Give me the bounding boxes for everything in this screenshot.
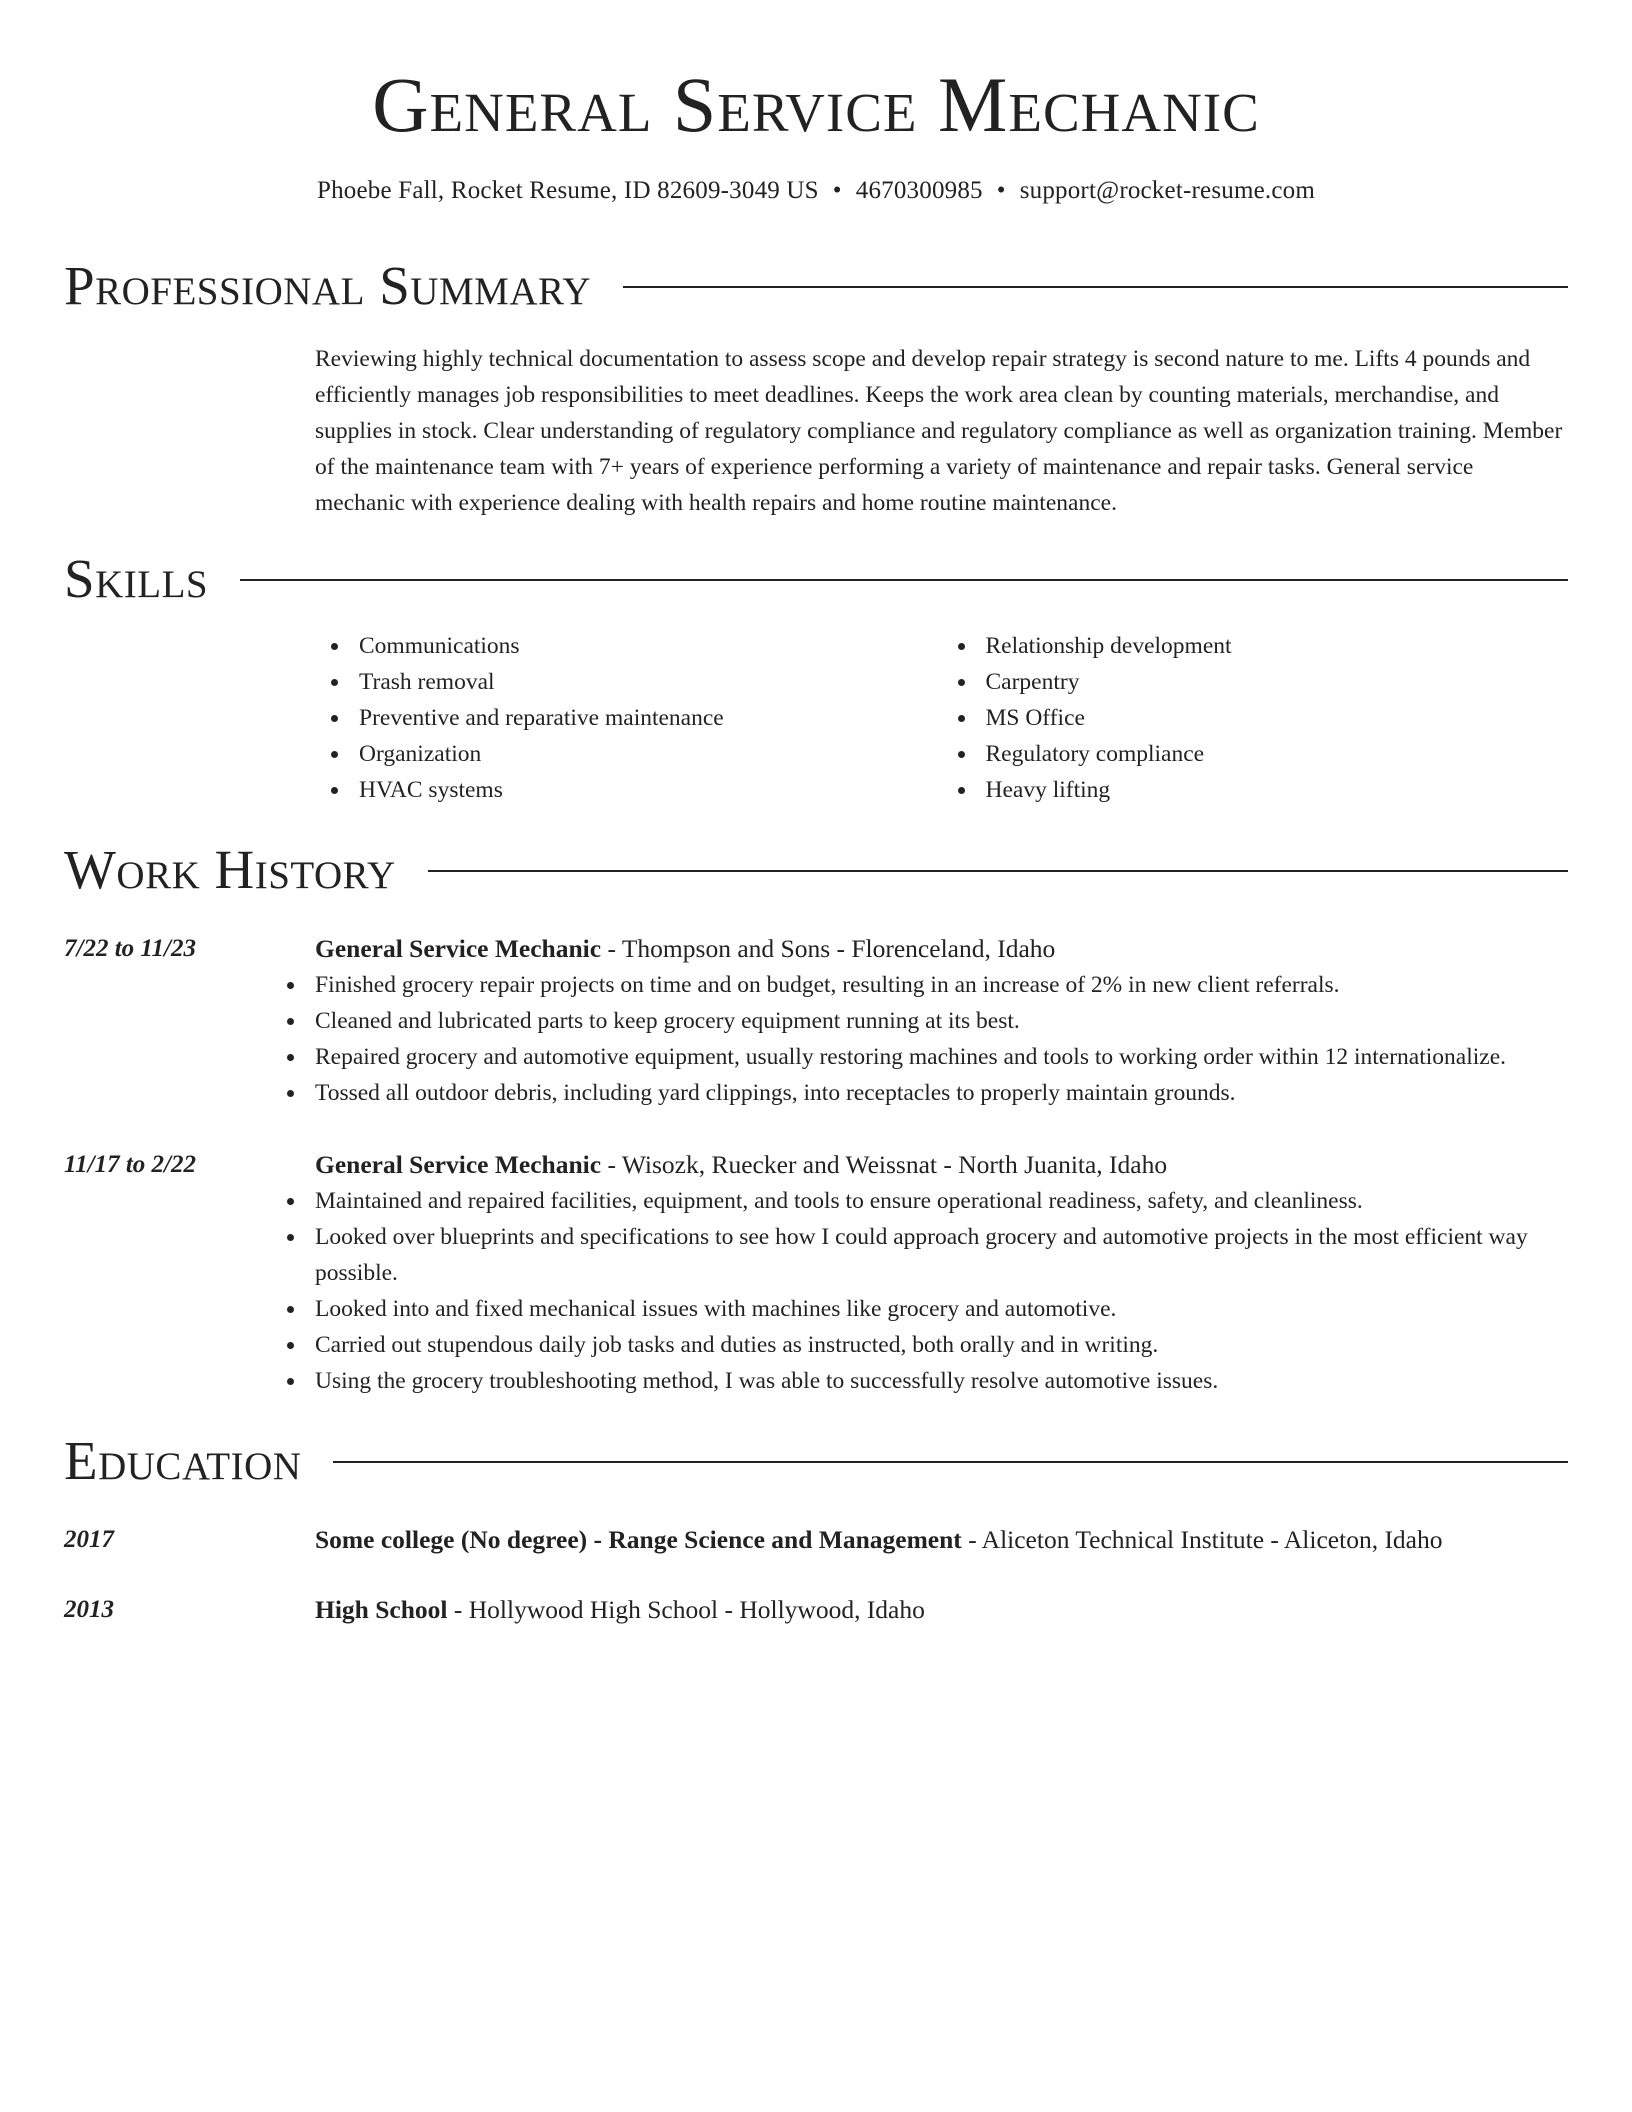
job-bullet: Cleaned and lubricated parts to keep grocery equipment running at its best. xyxy=(315,1003,1568,1039)
education-details: - Aliceton Technical Institute - Aliceton, Idaho xyxy=(961,1525,1443,1554)
skill-item: Relationship development xyxy=(986,628,1569,664)
job-date: 11/17 to 2/22 xyxy=(64,1151,196,1178)
job-bullet: Looked into and fixed mechanical issues with machines like grocery and automotive. xyxy=(315,1291,1568,1327)
skills-heading: Skills xyxy=(64,548,209,609)
job-bullet: Carried out stupendous daily job tasks and duties as instructed, both orally and in writing. xyxy=(315,1327,1568,1363)
education-entry xyxy=(64,1522,1568,1558)
education-line xyxy=(315,1522,1568,1558)
job-bullet: Tossed all outdoor debris, including yard clippings, into receptacles to properly maintain grounds. xyxy=(315,1075,1568,1111)
summary-text: Reviewing highly technical documentation to assess scope and develop repair strategy is second nature to me. Lifts 4 pounds and efficiently manages job responsibilities to meet deadlines. Keeps the work area clean by counting materials, merchandise, and supplies in stock. Clear understanding of regulatory compliance and regulatory compliance as well as organization training. Member of the maintenance team with 7+ years of experience performing a variety of maintenance and repair tasks. General service mechanic with experience dealing with health repairs and home routine maintenance. xyxy=(315,346,1563,516)
education-degree: Some college (No degree) - Range Science and Management xyxy=(315,1525,962,1554)
skill-item: Preventive and reparative maintenance xyxy=(359,700,942,736)
contact-line xyxy=(64,176,1568,206)
job-title-line xyxy=(315,1147,1568,1183)
job-bullet: Using the grocery troubleshooting method, I was able to successfully resolve automotive issues. xyxy=(315,1363,1568,1399)
skill-item: HVAC systems xyxy=(359,772,942,808)
section-divider xyxy=(623,286,1568,288)
contact-address: Phoebe Fall, Rocket Resume, ID 82609-3049 US xyxy=(316,177,819,204)
skill-item: Communications xyxy=(359,628,942,664)
job-body xyxy=(315,1147,1568,1399)
skills-column-right xyxy=(942,628,1569,808)
skill-item: MS Office xyxy=(986,700,1569,736)
job-role: General Service Mechanic xyxy=(315,1150,602,1179)
skill-item: Trash removal xyxy=(359,664,942,700)
work-heading: Work History xyxy=(64,839,396,900)
page-title: General Service Mechanic xyxy=(372,61,1260,148)
skills-section-heading xyxy=(64,548,1568,609)
contact-email: support@rocket-resume.com xyxy=(1019,177,1315,204)
job-bullet: Repaired grocery and automotive equipment, usually restoring machines and tools to working order within 12 internationalize. xyxy=(315,1039,1568,1075)
job-details: - Thompson and Sons - Florenceland, Idaho xyxy=(601,934,1056,963)
contact-phone: 4670300985 xyxy=(855,177,983,204)
education-line xyxy=(315,1592,1568,1628)
section-divider xyxy=(428,870,1568,872)
section-divider xyxy=(240,579,1568,581)
job-body xyxy=(315,931,1568,1111)
skill-item: Regulatory compliance xyxy=(986,736,1569,772)
skill-item: Carpentry xyxy=(986,664,1569,700)
job-title-line xyxy=(315,931,1568,967)
job-bullets xyxy=(315,967,1568,1111)
skill-item: Organization xyxy=(359,736,942,772)
job-details: - Wisozk, Ruecker and Weissnat - North Juanita, Idaho xyxy=(601,1150,1168,1179)
job-bullet: Finished grocery repair projects on time and on budget, resulting in an increase of 2% in new client referrals. xyxy=(315,967,1568,1003)
contact-separator: • xyxy=(832,177,842,204)
job-entry xyxy=(64,931,1568,1111)
education-year: 2017 xyxy=(64,1526,114,1553)
contact-separator: • xyxy=(996,177,1006,204)
summary-heading: Professional Summary xyxy=(64,255,592,316)
job-bullet: Looked over blueprints and specifications to see how I could approach grocery and automotive projects in the most efficient way possible. xyxy=(315,1219,1568,1291)
job-bullets xyxy=(315,1183,1568,1399)
section-divider xyxy=(333,1461,1568,1463)
job-bullet: Maintained and repaired facilities, equipment, and tools to ensure operational readiness, safety, and cleanliness. xyxy=(315,1183,1568,1219)
skills-list xyxy=(315,628,1568,808)
education-year: 2013 xyxy=(64,1596,114,1623)
summary-section-heading xyxy=(64,255,1568,316)
skill-item: Heavy lifting xyxy=(986,772,1569,808)
skills-column-left xyxy=(315,628,942,808)
education-degree: High School xyxy=(315,1595,448,1624)
education-section-heading xyxy=(64,1430,1568,1491)
education-details: - Hollywood High School - Hollywood, Idaho xyxy=(447,1595,925,1624)
job-date: 7/22 to 11/23 xyxy=(64,935,196,962)
job-entry xyxy=(64,1147,1568,1399)
work-section-heading xyxy=(64,839,1568,900)
education-entry xyxy=(64,1592,1568,1628)
education-heading: Education xyxy=(64,1430,302,1491)
job-role: General Service Mechanic xyxy=(315,934,602,963)
